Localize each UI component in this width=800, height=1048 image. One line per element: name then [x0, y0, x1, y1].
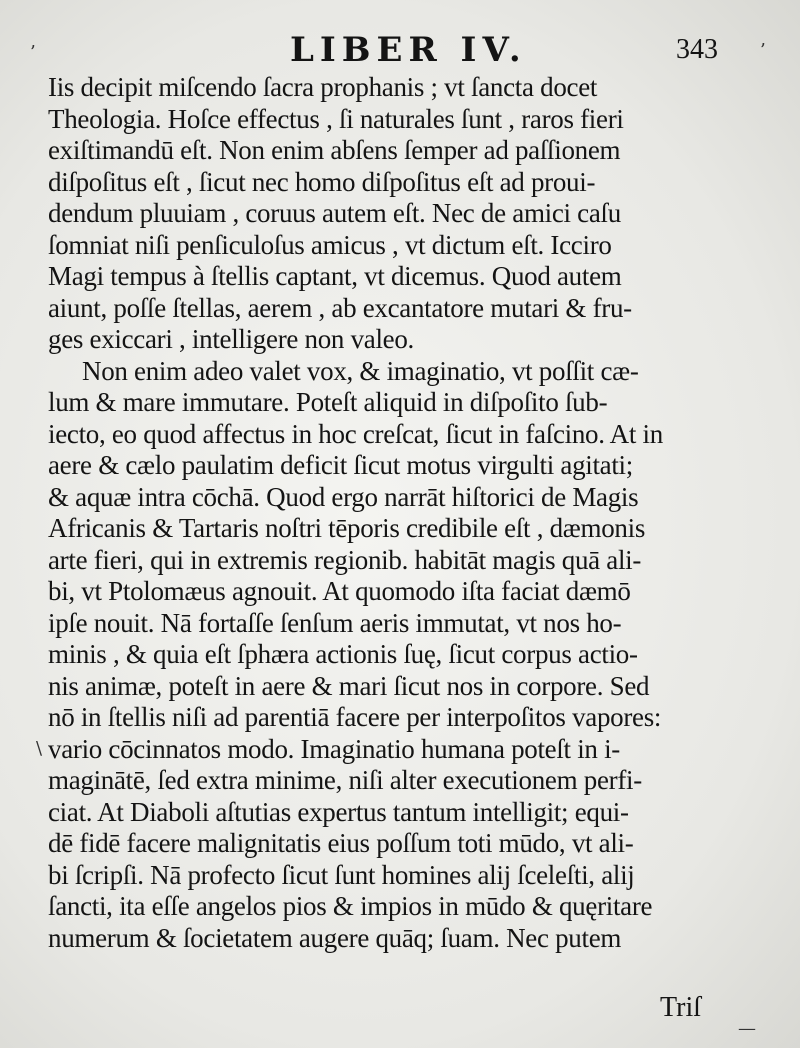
text-line: ges exiccari , intelligere non valeo. — [48, 324, 414, 354]
text-line: nis animæ, poteſt in aere & mari ſicut nos in corpore. Sed — [48, 670, 650, 701]
text-line: Africanis & Tartaris noſtri tēporis credibile eſt , dæmonis — [48, 513, 646, 543]
text-line: Iis decipit miſcendo ſacra prophanis ; vt ſancta docet — [48, 72, 598, 102]
text-line: ipſe nouit. Nā fortaſſe ſenſum aeris immutat, vt nos ho- — [48, 607, 622, 638]
text-line: exiſtimandū eſt. Non enim abſens ſemper ad paſſionem — [48, 135, 621, 165]
paragraph-start-line: Non enim adeo valet vox, & imaginatio, vt poſſit cæ- — [82, 355, 639, 386]
text-line: diſpoſitus eſt , ſicut nec homo diſpoſitus eſt ad proui- — [48, 166, 596, 197]
text-line: ciat. At Diaboli aſtutias expertus tantum intelligit; equi- — [48, 796, 629, 827]
margin-mark: — — [738, 1018, 756, 1039]
text-line: aiunt, poſſe ſtellas, aerem , ab excantatore mutari & fru- — [48, 292, 632, 323]
text-line: minis , & quia eſt ſphæra actionis ſuę, ſicut corpus actio- — [48, 639, 638, 669]
page-header — [0, 30, 800, 70]
text-line: iecto, eo quod affectus in hoc creſcat, ſicut in faſcino. At in — [48, 418, 663, 449]
margin-mark: ’ — [760, 40, 766, 61]
text-line: lum & mare immutare. Poteſt aliquid in diſpoſito ſub- — [48, 387, 608, 417]
margin-mark: ’ — [30, 42, 36, 63]
text-line: bi ſcripſi. Nā profecto ſicut ſunt homines alij ſceleſti, alij — [48, 859, 635, 890]
body-text — [48, 72, 748, 954]
page-number: 343 — [676, 34, 718, 65]
text-line: Magi tempus à ſtellis captant, vt dicemus. Quod autem — [48, 261, 622, 291]
running-title: LIBER IV. — [290, 30, 527, 70]
text-line: maginātē, ſed extra minime, niſi alter executionem perfi- — [48, 765, 642, 795]
text-line: ſomniat niſi penſiculoſus amicus , vt dictum eſt. Icciro — [48, 229, 612, 260]
text-line: vario cōcinnatos modo. Imaginatio humana poteſt in i- — [48, 733, 620, 764]
text-line: ſancti, ita eſſe angelos pios & impios in mūdo & quęritare — [48, 891, 653, 921]
text-line: arte fieri, qui in extremis regionib. habitāt magis quā ali- — [48, 544, 642, 575]
text-line: bi, vt Ptolomæus agnouit. At quomodo iſta faciat dæmō — [48, 576, 631, 606]
text-line: aere & cælo paulatim deficit ſicut motus virgulti agitati; — [48, 450, 633, 480]
text-line: nō in ſtellis niſi ad parentiā facere per interpoſitos vapores: — [48, 702, 662, 732]
margin-mark: \ — [36, 738, 43, 759]
text-line: numerum & ſocietatem augere quāq; ſuam. Nec putem — [48, 922, 622, 953]
catchword: Triſ — [660, 992, 702, 1023]
text-line: dendum pluuiam , coruus autem eſt. Nec de amici caſu — [48, 198, 621, 228]
text-line: Theologia. Hoſce effectus , ſi naturales ſunt , raros fieri — [48, 103, 624, 134]
text-line: & aquæ intra cōchā. Quod ergo narrāt hiſtorici de Magis — [48, 481, 639, 512]
text-line: dē fidē facere malignitatis eius poſſum toti mūdo, vt ali- — [48, 828, 634, 858]
